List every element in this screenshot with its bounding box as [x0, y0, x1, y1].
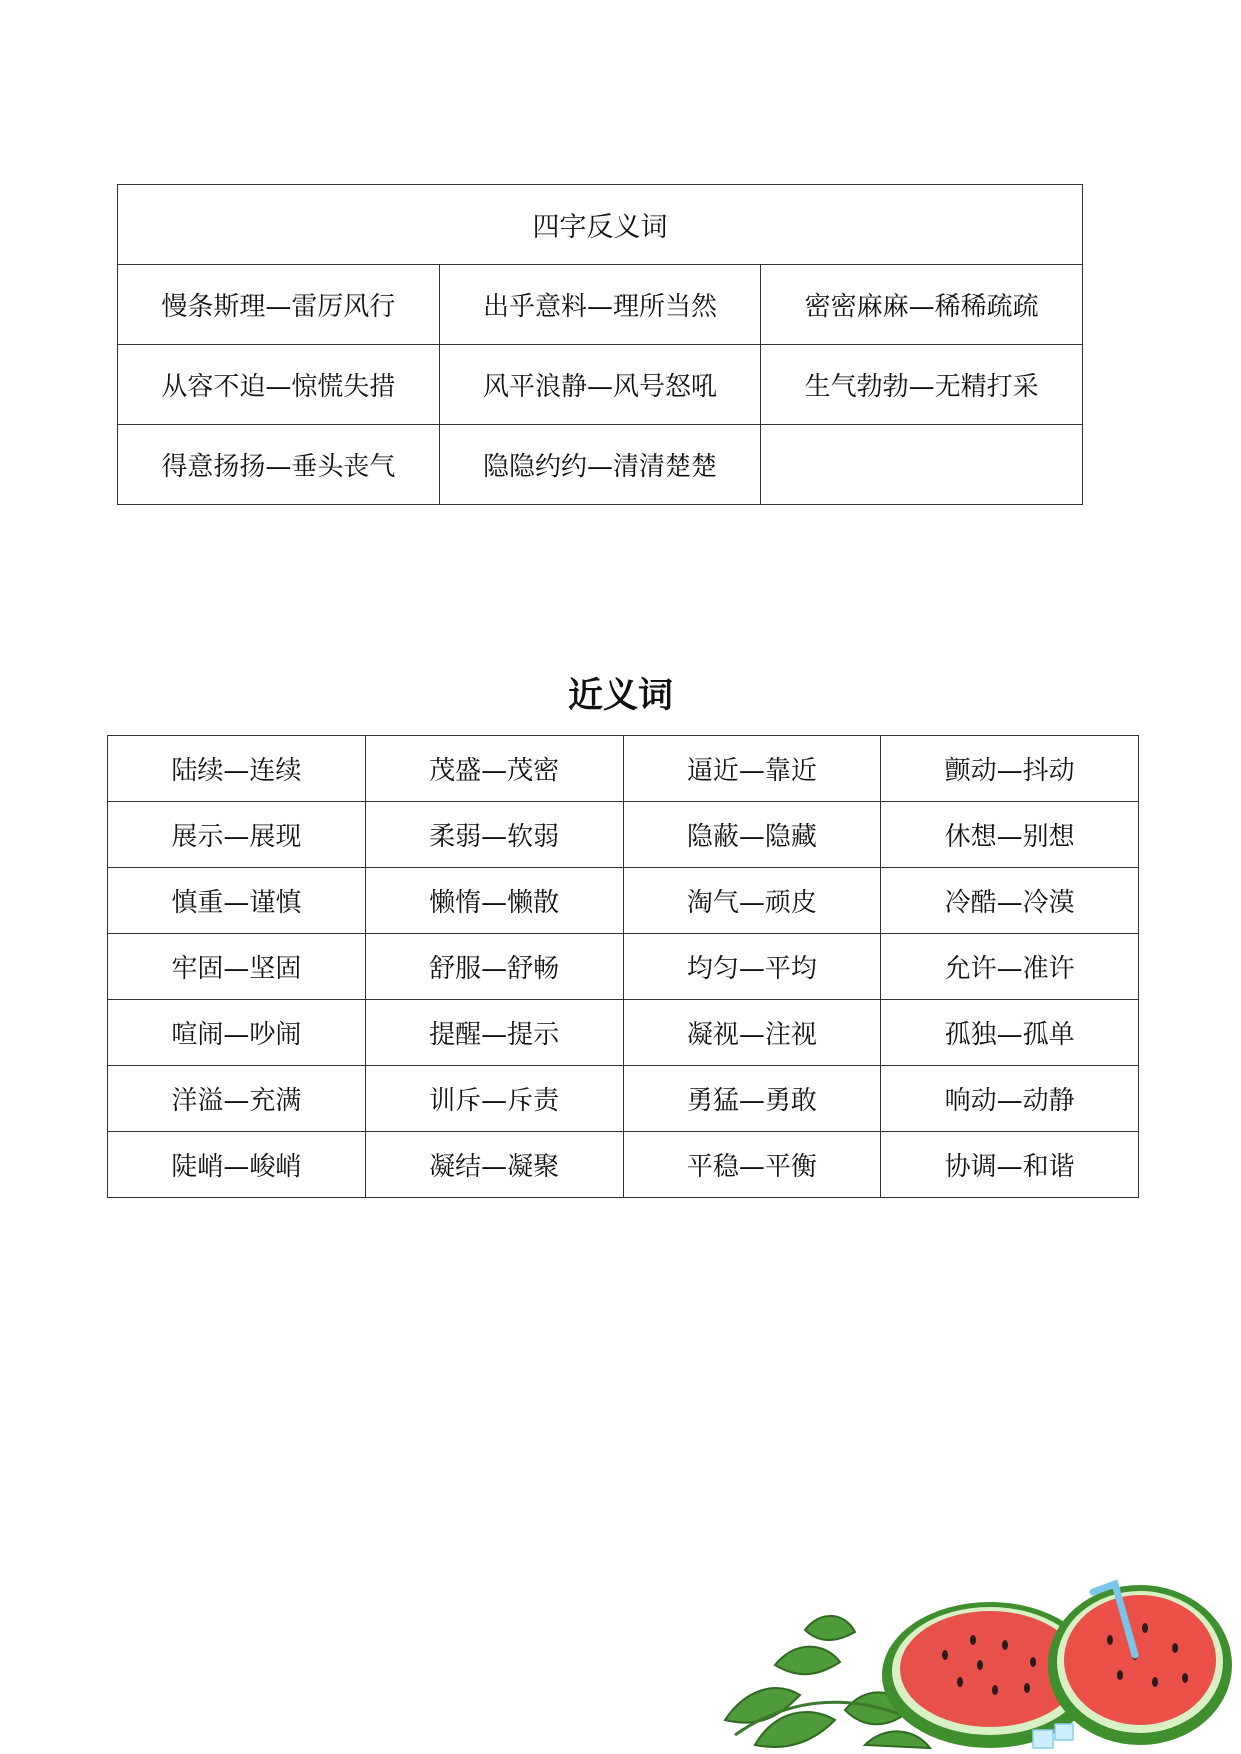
antonym-title-row — [118, 185, 1083, 265]
table-row — [108, 934, 1139, 1000]
antonym-table — [117, 184, 1083, 505]
synonym-pair: 响动—动静 — [881, 1066, 1139, 1132]
synonym-pair: 颤动—抖动 — [881, 736, 1139, 802]
synonym-pair: 凝视—注视 — [623, 1000, 881, 1066]
watermelon-illustration-icon — [715, 1570, 1235, 1754]
synonym-pair: 牢固—坚固 — [108, 934, 366, 1000]
synonym-pair: 冷酷—冷漠 — [881, 868, 1139, 934]
synonym-pair: 凝结—凝聚 — [365, 1132, 623, 1198]
synonym-pair: 展示—展现 — [108, 802, 366, 868]
table-row — [118, 345, 1083, 425]
antonym-table-title: 四字反义词 — [118, 185, 1083, 265]
synonym-pair: 洋溢—充满 — [108, 1066, 366, 1132]
table-row — [108, 868, 1139, 934]
synonym-pair: 提醒—提示 — [365, 1000, 623, 1066]
synonym-pair: 均匀—平均 — [623, 934, 881, 1000]
synonym-pair: 允许—准许 — [881, 934, 1139, 1000]
synonym-pair: 休想—别想 — [881, 802, 1139, 868]
table-row — [108, 1000, 1139, 1066]
antonym-pair: 风平浪静—风号怒吼 — [439, 345, 761, 425]
table-row — [118, 265, 1083, 345]
table-row — [118, 425, 1083, 505]
synonym-pair: 协调—和谐 — [881, 1132, 1139, 1198]
synonym-pair: 孤独—孤单 — [881, 1000, 1139, 1066]
antonym-pair: 生气勃勃—无精打采 — [761, 345, 1083, 425]
table-row — [108, 802, 1139, 868]
synonym-pair: 茂盛—茂密 — [365, 736, 623, 802]
synonym-pair: 隐蔽—隐藏 — [623, 802, 881, 868]
synonym-pair: 慎重—谨慎 — [108, 868, 366, 934]
synonym-pair: 懒惰—懒散 — [365, 868, 623, 934]
antonym-pair — [761, 425, 1083, 505]
synonym-pair: 淘气—顽皮 — [623, 868, 881, 934]
synonym-pair: 陆续—连续 — [108, 736, 366, 802]
antonym-pair: 隐隐约约—清清楚楚 — [439, 425, 761, 505]
synonym-pair: 喧闹—吵闹 — [108, 1000, 366, 1066]
table-row — [108, 1132, 1139, 1198]
antonym-pair: 慢条斯理—雷厉风行 — [118, 265, 440, 345]
synonym-pair: 训斥—斥责 — [365, 1066, 623, 1132]
antonym-pair: 从容不迫—惊慌失措 — [118, 345, 440, 425]
synonym-pair: 逼近—靠近 — [623, 736, 881, 802]
synonym-pair: 勇猛—勇敢 — [623, 1066, 881, 1132]
antonym-pair: 密密麻麻—稀稀疏疏 — [761, 265, 1083, 345]
synonym-table — [107, 735, 1139, 1198]
synonym-pair: 陡峭—峻峭 — [108, 1132, 366, 1198]
synonym-heading: 近义词 — [567, 676, 673, 716]
table-row — [108, 1066, 1139, 1132]
synonym-pair: 舒服—舒畅 — [365, 934, 623, 1000]
synonym-pair: 平稳—平衡 — [623, 1132, 881, 1198]
antonym-pair: 出乎意料—理所当然 — [439, 265, 761, 345]
synonym-pair: 柔弱—软弱 — [365, 802, 623, 868]
table-row — [108, 736, 1139, 802]
antonym-pair: 得意扬扬—垂头丧气 — [118, 425, 440, 505]
